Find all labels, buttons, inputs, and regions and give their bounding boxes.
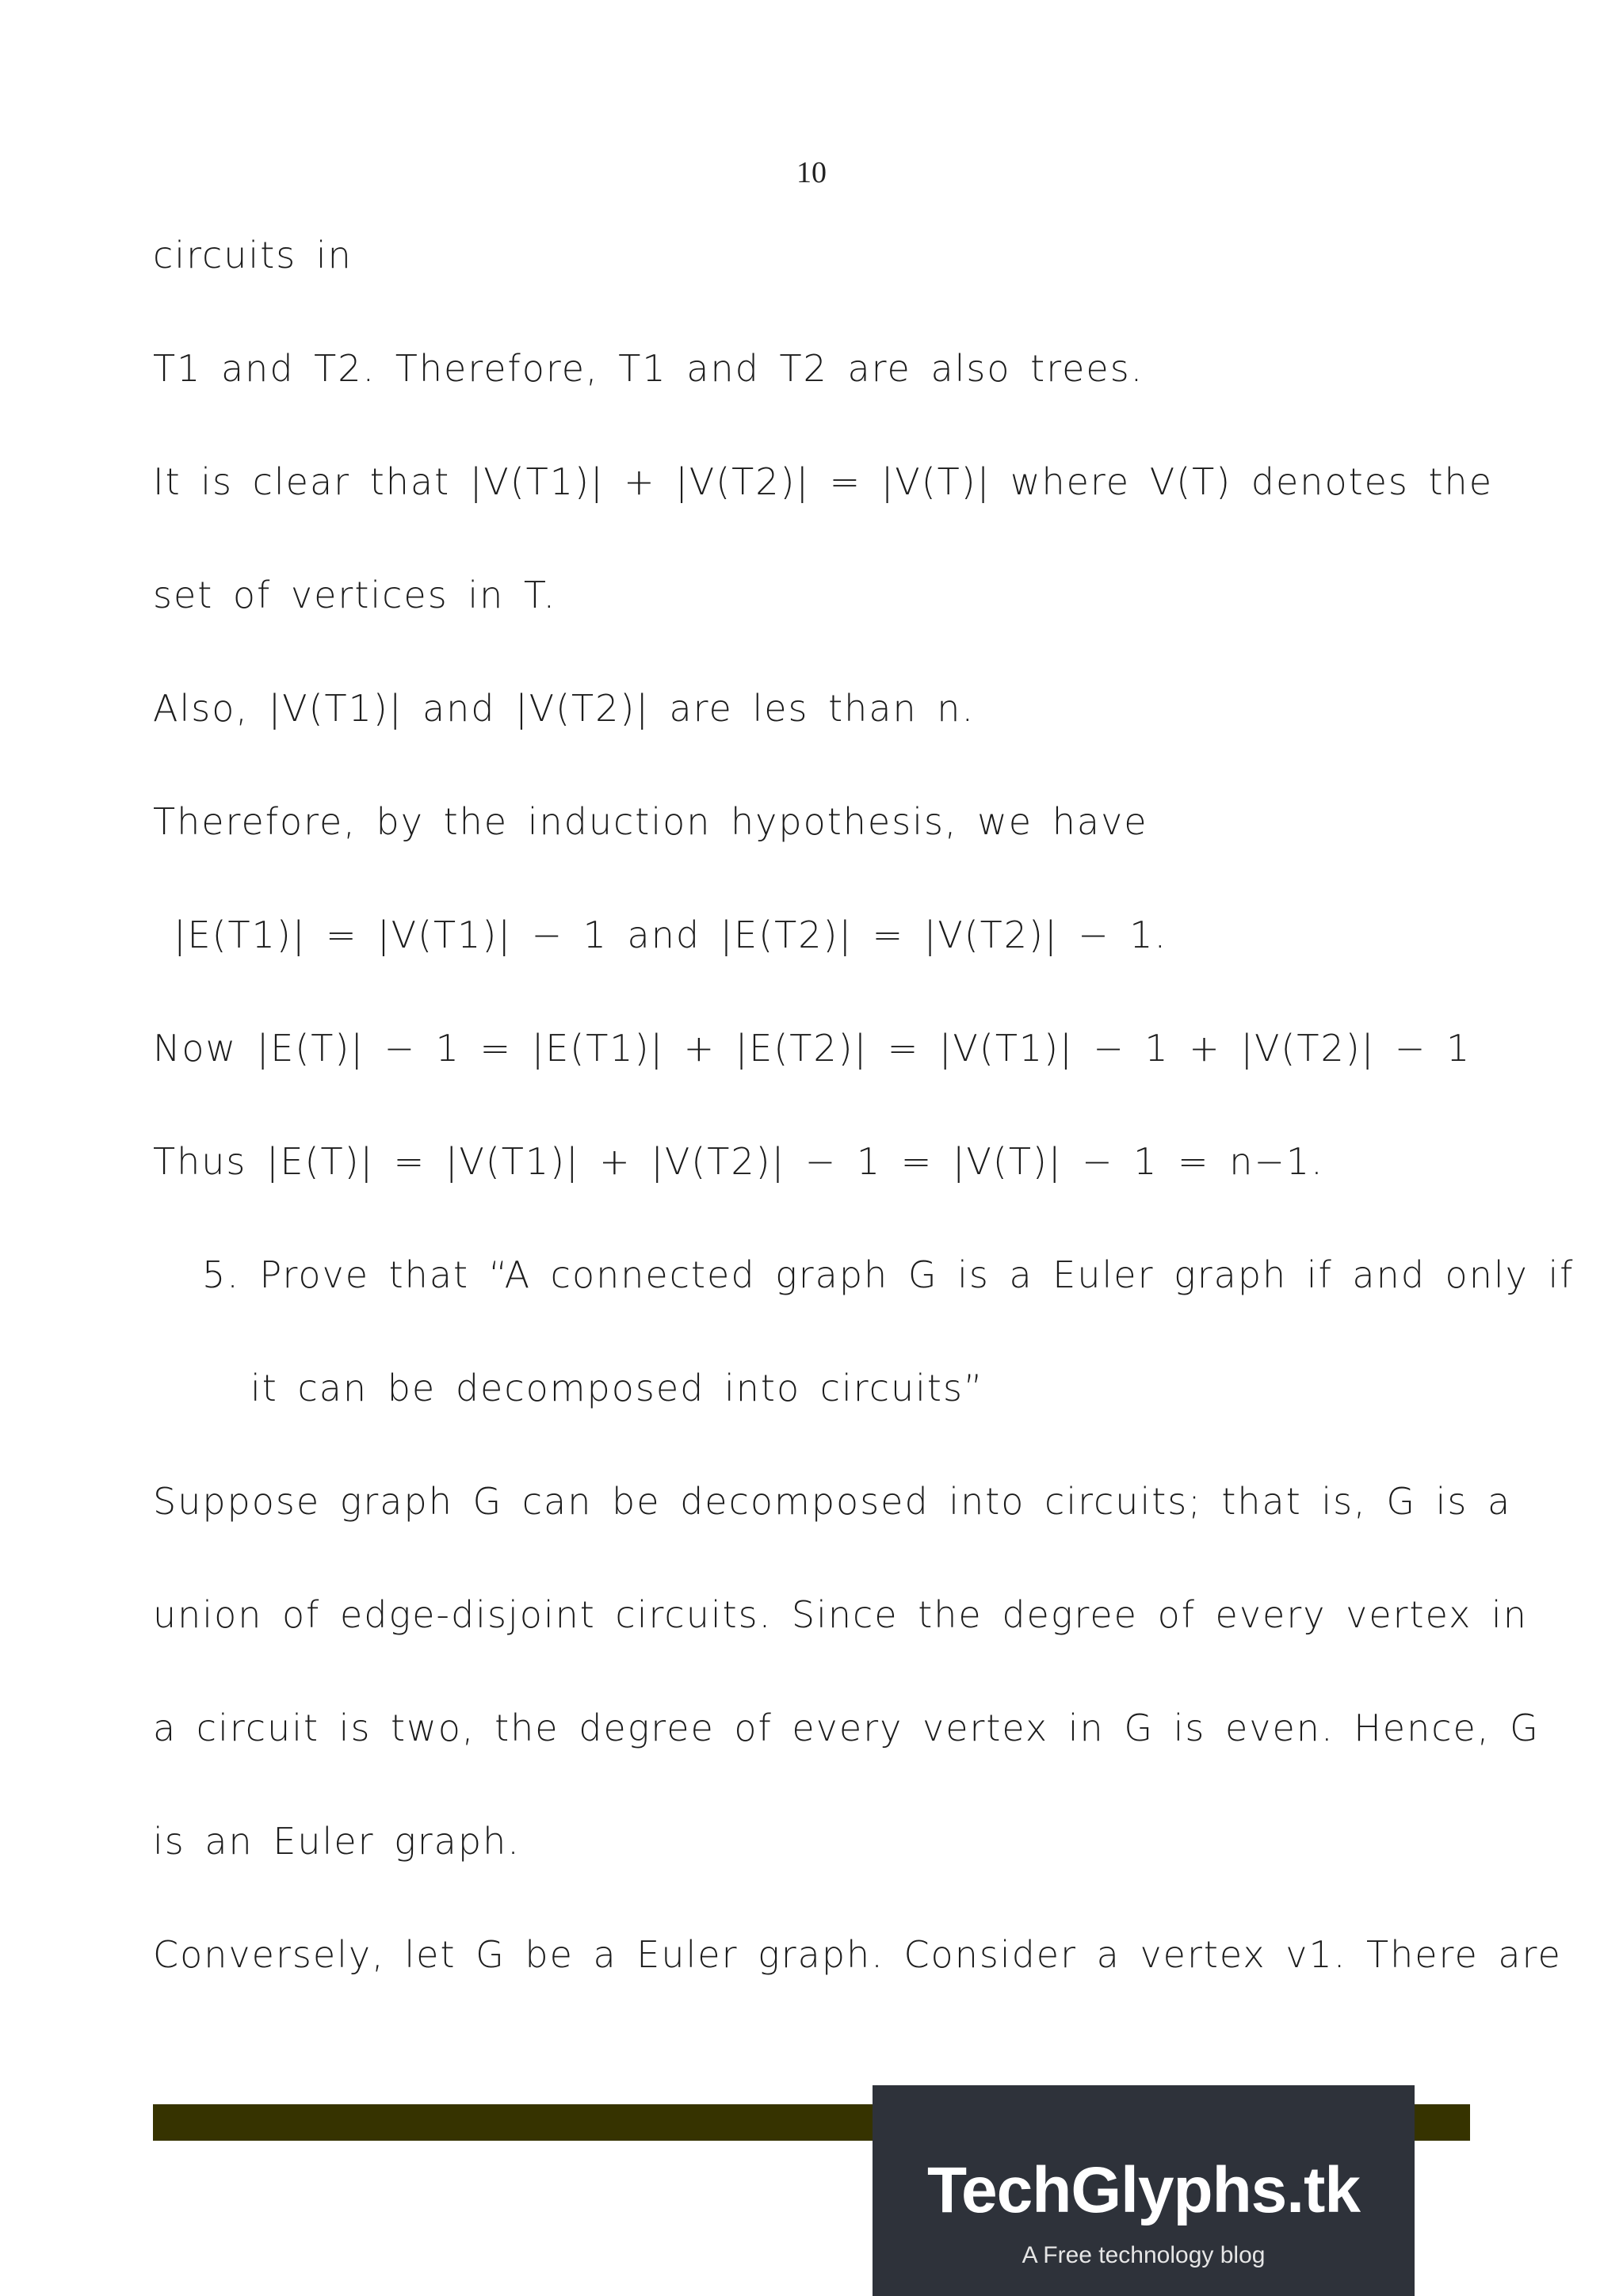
text-line: set of vertices in T.	[153, 574, 557, 616]
text-line: a circuit is two, the degree of every vertex in G is even. Hence, G	[153, 1707, 1540, 1749]
text-line: T1 and T2. Therefore, T1 and T2 are also trees.	[153, 347, 1144, 390]
equation-line: Now |E(T)| − 1 = |E(T1)| + |E(T2)| = |V(T1)| − 1 + |V(T2)| − 1	[153, 1027, 1472, 1070]
numbered-question-continuation: it can be decomposed into circuits”	[250, 1367, 984, 1409]
text-line: circuits in	[153, 234, 353, 277]
text-line: Also, |V(T1)| and |V(T2)| are les than n.	[153, 687, 976, 730]
text-line: Suppose graph G can be decomposed into circuits; that is, G is a	[153, 1480, 1512, 1523]
document-body	[153, 231, 1575, 2044]
text-line: union of edge-disjoint circuits. Since the degree of every vertex in	[153, 1593, 1528, 1636]
equation-line: |E(T1)| = |V(T1)| − 1 and |E(T2)| = |V(T2)| − 1.	[174, 913, 1168, 956]
numbered-question: 5. Prove that “A connected graph G is a Euler graph if and only if	[202, 1253, 1575, 1296]
equation-line: Thus |E(T)| = |V(T1)| + |V(T2)| − 1 = |V(T)| − 1 = n−1.	[153, 1140, 1324, 1183]
logo-title: TechGlyphs.tk	[927, 2154, 1360, 2226]
text-line: Conversely, let G be a Euler graph. Consider a vertex v1. There are	[153, 1933, 1562, 1976]
text-line: is an Euler graph.	[153, 1820, 521, 1863]
logo-subtitle: A Free technology blog	[1022, 2242, 1266, 2268]
techglyphs-logo	[873, 2085, 1415, 2296]
text-line: Therefore, by the induction hypothesis, we have	[153, 800, 1148, 843]
text-line: It is clear that |V(T1)| + |V(T2)| = |V(T)| where V(T) denotes the	[153, 460, 1494, 503]
page-number: 10	[796, 156, 827, 189]
